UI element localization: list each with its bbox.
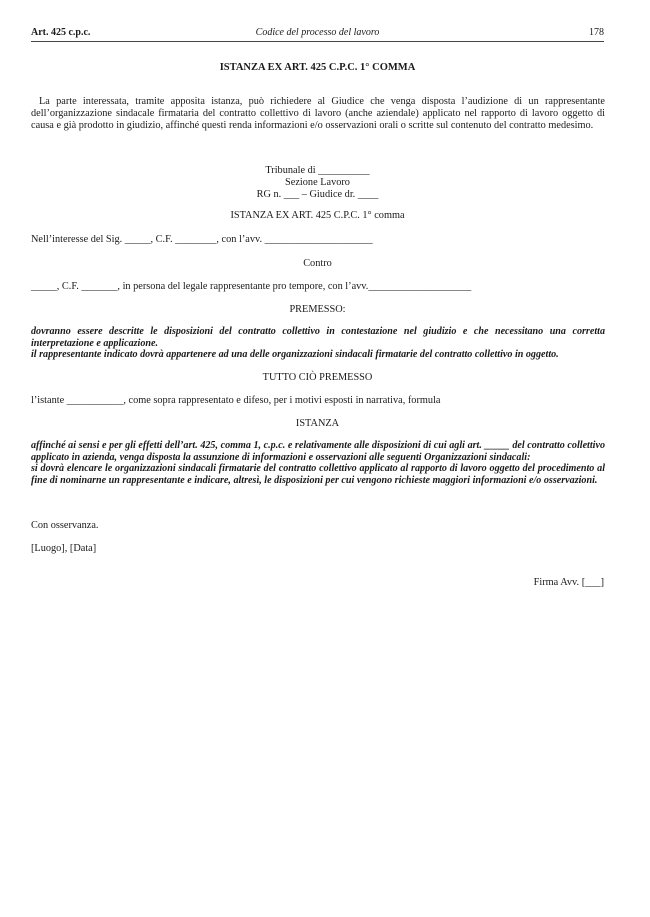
premesso-paragraph-2: il rappresentante indicato dovrà appartenere ad una delle organizzazioni sindacali firmatarie del contratto collettivo in oggetto. <box>31 349 559 360</box>
istanza-paragraph-1: affinché ai sensi e per gli effetti dell’art. 425, comma 1, c.p.c. e relativamente alle disposizioni di cui agli art. _____ del contratto collettivo applicato in azienda, venga disposta la assunzione di informazioni e osservazioni alle seguenti Organizzazioni sindacali: <box>31 440 605 463</box>
section-line: Sezione Lavoro <box>285 177 350 188</box>
header-book-title: Codice del processo del lavoro <box>255 27 380 38</box>
page-title: ISTANZA EX ART. 425 C.P.C. 1° COMMA <box>219 62 416 73</box>
premesso-heading: PREMESSO: <box>289 304 346 315</box>
page-number: 178 <box>589 27 604 38</box>
istanza-heading: ISTANZA <box>295 418 340 429</box>
tutto-cio-heading: TUTTO CIÒ PREMESSO <box>262 372 373 383</box>
istanza-text <box>31 440 605 486</box>
interesse-line: Nell’interesse del Sig. _____, C.F. ________, con l’avv. _____________________ <box>31 234 373 245</box>
closing-line: Con osservanza. <box>31 520 99 531</box>
premesso-text <box>31 326 605 361</box>
form-title: ISTANZA EX ART. 425 C.P.C. 1° comma <box>230 210 405 221</box>
header-article-ref: Art. 425 c.p.c. <box>31 27 91 38</box>
intro-paragraph: La parte interessata, tramite apposita istanza, può richiedere al Giudice che venga disposta l’audizione di un rappresentante dell’organizzazione sindacale firmataria del contratto collettivo di lavoro (anche aziendale) applicato nel rapporto di lavoro oggetto di causa e già prodotto in giudizio, affinché questi renda informazioni e/o osservazioni orali o scritte sul contenuto del contratto medesimo. <box>31 96 605 131</box>
premesso-paragraph-1: dovranno essere descritte le disposizioni del contratto collettivo in contestazione nel giudizio e che necessitano una corretta interpretazione e applicazione. <box>31 326 605 349</box>
court-line: Tribunale di __________ <box>265 165 370 176</box>
contro-line: _____, C.F. _______, in persona del legale rappresentante pro tempore, con l’avv.____________________ <box>31 281 472 292</box>
case-number-line: RG n. ___ – Giudice dr. ____ <box>256 189 379 200</box>
signature-line: Firma Avv. [___] <box>533 577 604 588</box>
running-header <box>31 27 604 42</box>
istante-line: l’istante ___________, come sopra rappresentato e difeso, per i motivi esposti in narrativa, formula <box>31 395 441 406</box>
contro-heading: Contro <box>303 258 332 269</box>
istanza-paragraph-2: si dovrà elencare le organizzazioni sindacali firmatarie del contratto collettivo applicato al rapporto di lavoro oggetto del procedimento al fine di nominarne un rappresentante e indicare, altresì, le disposizioni per cui vengono richieste maggiori informazioni e/o osservazioni. <box>31 463 605 486</box>
place-date-line: [Luogo], [Data] <box>31 543 97 554</box>
